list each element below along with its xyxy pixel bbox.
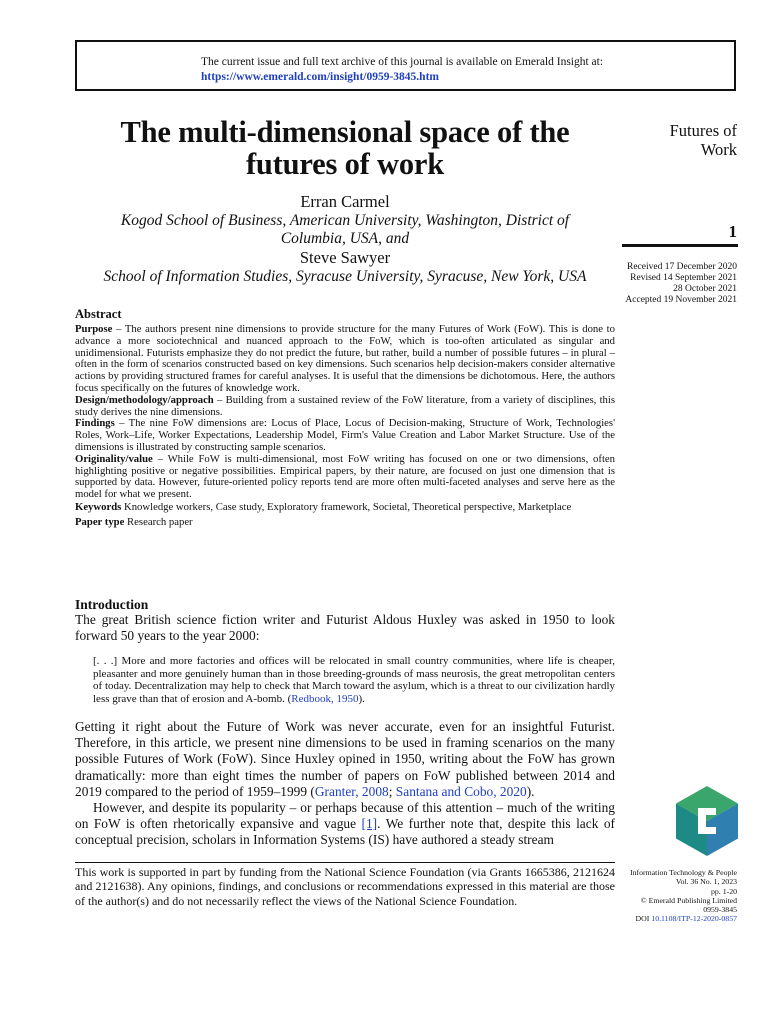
page-number: 1 xyxy=(728,222,737,241)
issn: 0959-3845 xyxy=(703,905,737,915)
purpose-label: Purpose xyxy=(75,323,113,335)
p2-sep: ; xyxy=(388,783,396,799)
findings-text: – The nine FoW dimensions are: Locus of Place, Locus of Decision-making, Structure of Work, Technologies' Roles, Work–Life, Worker Expectations, Leadership Model, Firm's Value Creation and Labor Market Structure. Use of the dimensions is illustrated by constructing sample scenarios. xyxy=(75,417,615,453)
emerald-logo-icon xyxy=(676,786,738,856)
footnote-rule xyxy=(75,862,615,863)
date-line: Received 17 December 2020 xyxy=(627,262,737,272)
abstract-originality xyxy=(75,454,615,501)
date-line: Accepted 19 November 2021 xyxy=(625,295,737,305)
doi-link[interactable]: 10.1108/ITP-12-2020-0857 xyxy=(651,914,737,924)
intro-paragraph xyxy=(75,719,615,849)
author-affiliation: Kogod School of Business, American University, Washington, District of Columbia, USA, and xyxy=(120,212,570,247)
author-name: Steve Sawyer xyxy=(299,248,391,267)
p3-text: However, and despite its popularity – or perhaps because of this attention – much of the writing on FoW is often rhetorically expansive and vague xyxy=(75,800,615,832)
quote-text: [. . .] More and more factories and offices will be relocated in small country communities, where life is cheaper, pleasanter and more genuinely human than in those breeding-grounds of mass neurosis, the great metropolitan centers of today. Decentralization may help to check that March toward the asylum, which is a threat to our civilization hardly less grave than that of erosion and A-bomb. ( xyxy=(93,655,615,705)
divider xyxy=(622,244,738,247)
running-title: Futures of Work xyxy=(669,121,737,159)
method-text: – Building from a sustained review of the FoW literature, from a variety of disciplines, this study derives the nine dimensions. xyxy=(75,393,616,418)
doi-label: DOI xyxy=(635,914,652,924)
intro-paragraph: The great British science fiction writer and Futurist Aldous Huxley was asked in 1950 to look forward 50 years to the year 2000: xyxy=(75,612,615,644)
copyright: © Emerald Publishing Limited xyxy=(640,895,737,905)
date-line: Revised 14 September 2021 xyxy=(630,273,737,283)
abstract-keywords xyxy=(75,502,615,514)
funding-footnote: This work is supported in part by funding from the National Science Foundation (via Grants 1665386, 2121624 and 2121638). Any opinions, findings, and conclusions or recommendations expressed in this material are those of the author(s) and do not necessarily reflect the views of the National Science Foundation. xyxy=(75,865,615,908)
journal-url-link[interactable]: https://www.emerald.com/insight/0959-3845.htm xyxy=(201,71,439,83)
journal-banner xyxy=(75,40,736,91)
received-dates xyxy=(625,262,737,306)
citation-link[interactable]: Redbook, 1950 xyxy=(291,692,359,705)
abstract-purpose xyxy=(75,324,615,395)
publication-info xyxy=(630,868,737,924)
p3-end: . We further note that, despite this lack of conceptual precision, scholars in Information Systems (IS) have authored a steady stream xyxy=(75,816,615,848)
section-heading-introduction: Introduction xyxy=(75,597,149,612)
abstract-heading: Abstract xyxy=(75,307,122,321)
p2-end: ). xyxy=(526,783,535,799)
papertype-label: Paper type xyxy=(75,515,125,528)
method-label: Design/methodology/approach xyxy=(75,393,214,406)
citation-link[interactable]: Granter, 2008 xyxy=(314,783,389,799)
originality-text: – While FoW is multi-dimensional, most FoW writing has focused on one or two dimensions, often highlighting positive or negative possibilities. Empirical papers, by their nature, are focused on just one dimension that is supported by data. However, future-oriented policy reports tend are more often multi-faceted analyses and serve here as the model for what we present. xyxy=(75,452,616,501)
page-range: pp. 1-20 xyxy=(711,886,737,896)
abstract-findings xyxy=(75,418,615,453)
author-name: Erran Carmel xyxy=(300,192,390,211)
p2-text: Getting it right about the Future of Work was never accurate, even for an insightful Futurist. Therefore, in this article, we present nine dimensions to be used in framing scenarios on the many possible Futures of Work (FoW). Since Huxley opined in 1950, writing about the FoW has grown dramatically: more than eight times the number of papers on FoW published between 2014 and 2019 compared to the period of 1959–1999 ( xyxy=(75,719,615,799)
author-affiliation: School of Information Studies, Syracuse University, Syracuse, New York, USA xyxy=(103,268,587,285)
papertype-text: Research paper xyxy=(127,515,193,528)
originality-label: Originality/value xyxy=(75,452,153,465)
doi-line xyxy=(630,914,737,923)
paragraph-3 xyxy=(75,800,615,849)
paper-title: The multi-dimensional space of the futures of work xyxy=(120,115,570,181)
keywords-label: Keywords xyxy=(75,500,122,513)
date-line: 28 October 2021 xyxy=(673,284,737,294)
paragraph-2 xyxy=(75,719,615,800)
journal-volume: Vol. 36 No. 1, 2023 xyxy=(675,877,737,887)
citation-link[interactable]: Santana and Cobo, 2020 xyxy=(395,783,527,799)
banner-text: The current issue and full text archive of this journal is available on Emerald Insight at: xyxy=(201,56,604,68)
abstract-papertype xyxy=(75,517,615,529)
keywords-text: Knowledge workers, Case study, Exploratory framework, Societal, Theoretical perspective, Marketplace xyxy=(123,500,572,513)
abstract-body xyxy=(75,324,615,529)
abstract-method xyxy=(75,395,615,419)
footnote-ref-link[interactable]: [1] xyxy=(361,816,378,832)
findings-label: Findings xyxy=(75,417,115,430)
quote-end: ). xyxy=(358,692,365,705)
purpose-text: – The authors present nine dimensions to provide structure for the many Futures of Work (FoW). This is done to advance a more sociotechnical and nuanced approach to the FoW, which is too-often articulated as singular and unidimensional. Futurists emphasize they do not predict the future, but rather, build a number of possible futures – in plural – often in the form of scenarios constructed based on key dimensions. Such scenarios help decision-makers consider alternative actions by providing structured frames for careful analyses. It is useful that the dimensions be dichotomous. Here, the authors focus specifically on the futures of knowledge work. xyxy=(75,323,616,394)
block-quote xyxy=(93,655,615,705)
journal-name: Information Technology & People xyxy=(630,868,737,877)
